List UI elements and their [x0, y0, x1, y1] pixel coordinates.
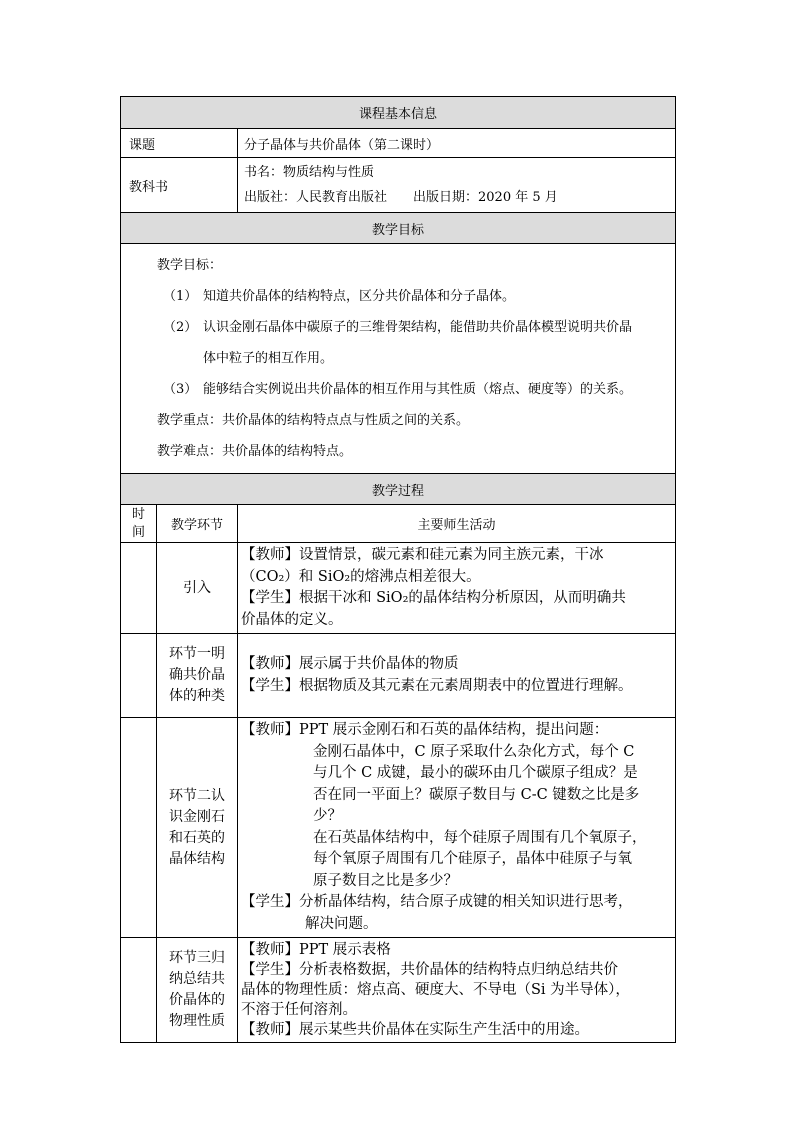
topic-label: 课题 — [121, 129, 238, 158]
objective-item-1: （1） 知道共价晶体的结构特点，区分共价晶体和分子晶体。 — [163, 289, 516, 304]
activity-cell: 【教师】设置情景，碳元素和硅元素为同主族元素，干冰 （CO₂）和 SiO₂的熔沸点相差很大。 【学生】根据干冰和 SiO₂的晶体结构分析原因，从而明确共 价晶体的定义。 — [238, 543, 676, 634]
textbook-info — [238, 158, 676, 213]
col-header-stage: 教学环节 — [157, 505, 238, 543]
lesson-plan-document — [120, 96, 675, 1043]
topic-value: 分子晶体与共价晶体（第二课时） — [238, 129, 676, 158]
objectives-body — [121, 244, 676, 474]
time-cell — [121, 938, 157, 1043]
section-header-objectives: 教学目标 — [121, 213, 676, 244]
difficult-point: 教学难点：共价晶体的结构特点。 — [157, 444, 353, 459]
time-cell — [121, 634, 157, 718]
publisher-line — [244, 185, 675, 210]
publish-date: 出版日期：2020 年 5 月 — [413, 190, 558, 205]
col-header-activity: 主要师生活动 — [238, 505, 676, 543]
lesson-plan-table — [120, 96, 676, 1043]
objective-item-2: （2） 认识金刚石晶体中碳原子的三维骨架结构，能借助共价晶体模型说明共价晶 — [163, 320, 633, 335]
activity-cell: 【教师】PPT 展示金刚石和石英的晶体结构，提出问题： 金刚石晶体中，C 原子采取什么杂化方式，每个 C 与几个 C 成键，最小的碳环由几个碳原子组成？是 否在同一平面上？碳原子数目与 C-C 键数之比是多 少？ 在石英晶体结构中，每个硅原子周围有几个氧原子， 每个氧原子周围有几个硅原子，晶体中硅原子与氧 原子数目之比是多少？ 【学生】分析晶体结构，结合原子成键的相关知识进行思考， 解决问题。 — [238, 718, 676, 938]
objectives-intro: 教学目标： — [157, 258, 223, 273]
section-header-process: 教学过程 — [121, 474, 676, 505]
section-header-basic-info: 课程基本信息 — [121, 97, 676, 129]
stage-cell: 环节三归纳总结共价晶体的物理性质 — [157, 938, 238, 1043]
time-cell — [121, 543, 157, 634]
stage-cell: 环节二认识金刚石和石英的晶体结构 — [157, 718, 238, 938]
book-name: 书名：物质结构与性质 — [244, 165, 375, 180]
key-point: 教学重点：共价晶体的结构特点点与性质之间的关系。 — [157, 413, 470, 428]
textbook-label: 教科书 — [121, 158, 238, 213]
activity-cell: 【教师】PPT 展示表格 【学生】分析表格数据，共价晶体的结构特点归纳总结共价 晶体的物理性质：熔点高、硬度大、不导电（Si 为半导体）， 不溶于任何溶剂。 【教师】展示某些共价晶体在实际生产生活中的用途。 — [238, 938, 676, 1043]
objective-item-3: （3） 能够结合实例说出共价晶体的相互作用与其性质（熔点、硬度等）的关系。 — [163, 382, 633, 397]
time-cell — [121, 718, 157, 938]
activity-cell: 【教师】展示属于共价晶体的物质 【学生】根据物质及其元素在元素周期表中的位置进行理解。 — [238, 634, 676, 718]
stage-cell: 环节一明确共价晶体的种类 — [157, 634, 238, 718]
col-header-time: 时间 — [121, 505, 157, 543]
stage-cell: 引入 — [157, 543, 238, 634]
objective-item-2-continued: 体中粒子的相互作用。 — [203, 351, 334, 366]
publisher: 出版社：人民教育出版社 — [244, 190, 388, 205]
